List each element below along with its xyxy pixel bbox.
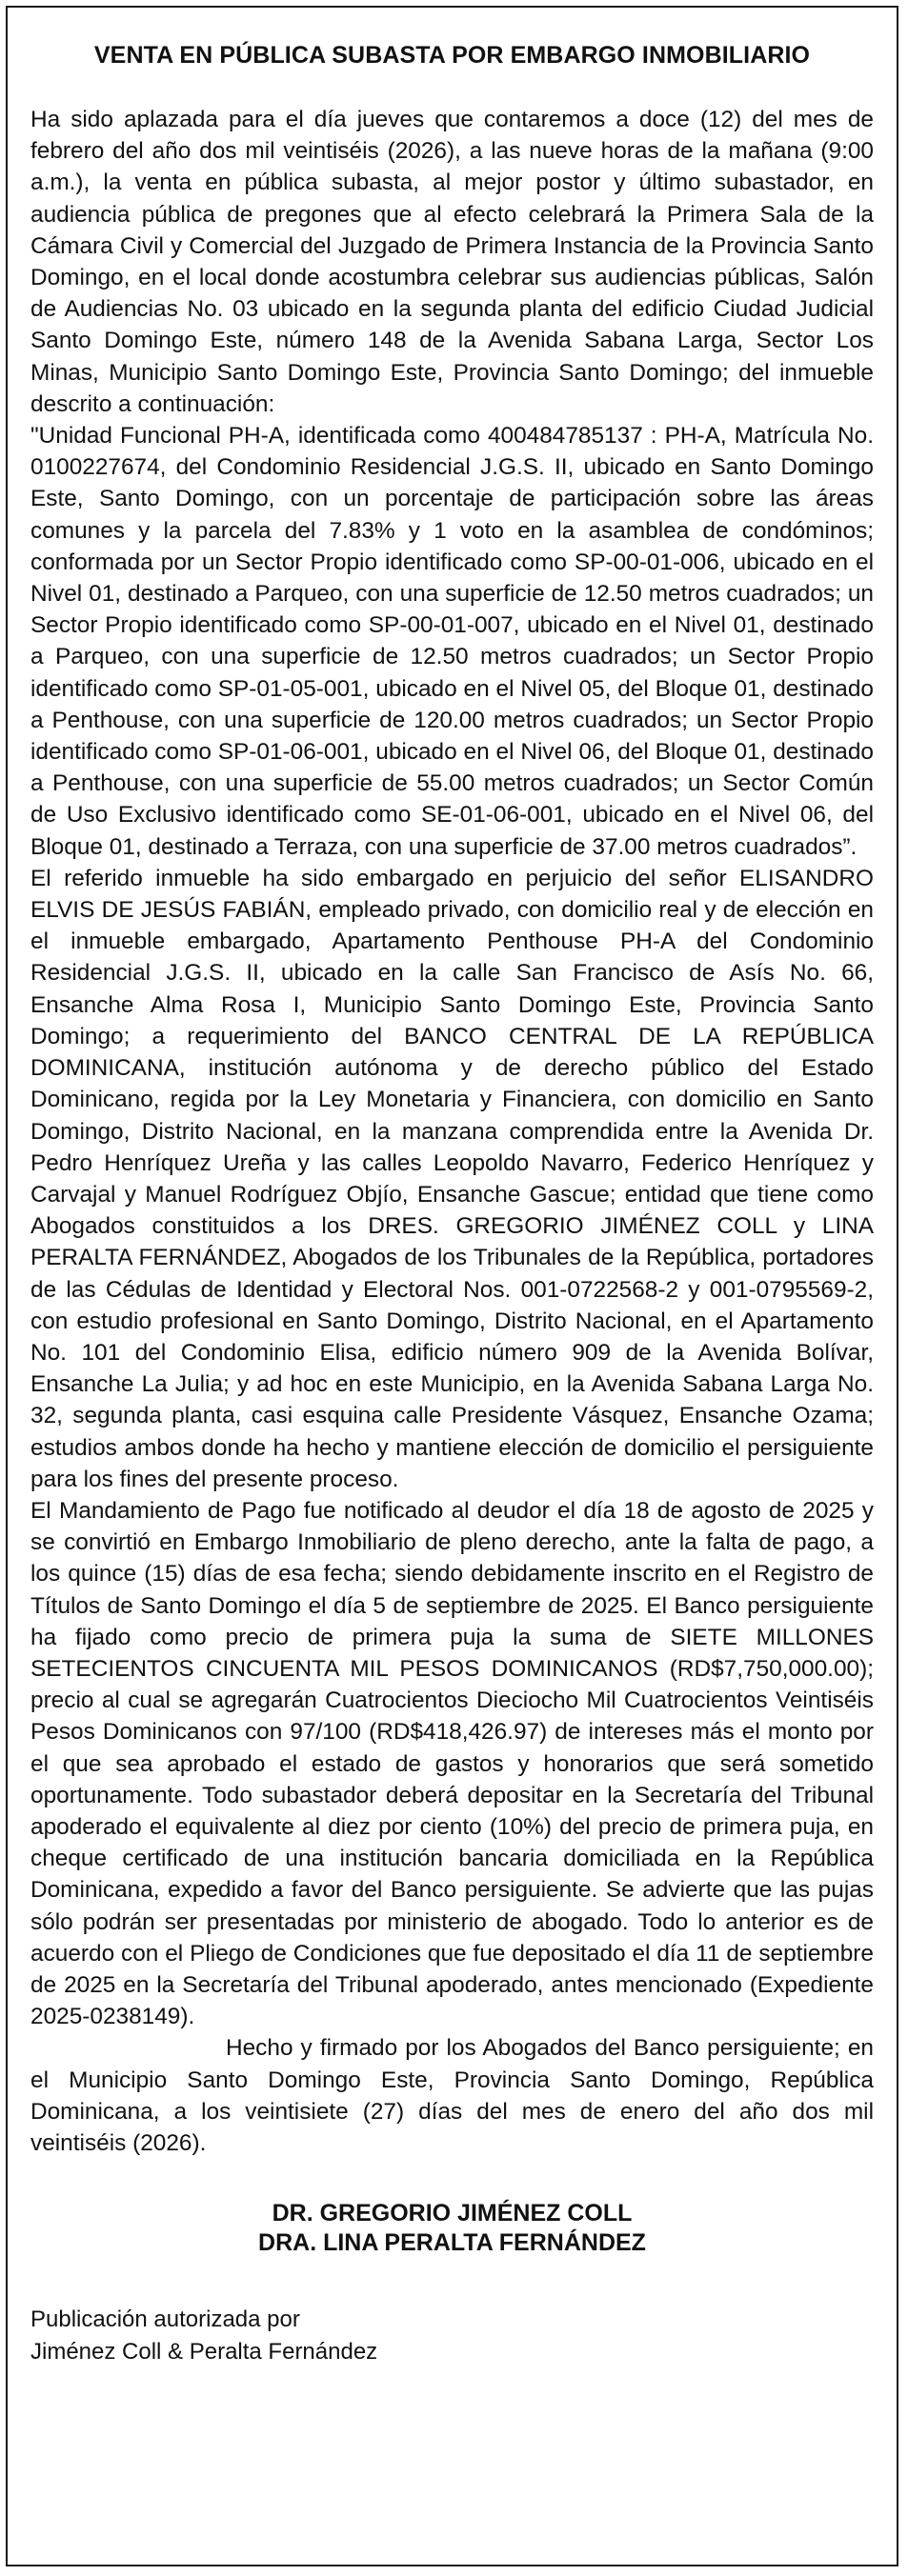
paragraph-auction-date: Ha sido aplazada para el día jueves que contaremos a doce (12) del mes de febrero del año dos mil veintiséis (2026), a las nueve horas de la mañana (9:00 a.m.), la venta en pública subasta, al mejor postor y último subastador, en audiencia pública de pregones que al efecto celebrará la Primera Sala de la Cámara Civil y Comercial del Juzgado de Primera Instancia de la Provincia Santo Domingo, en el local donde acostumbra celebrar sus audiencias públicas, Salón de Audiencias No. 03 ubicado en la segunda planta del edificio Ciudad Judicial Santo Domingo Este, número 148 de la Avenida Sabana Larga, Sector Los Minas, Municipio Santo Domingo Este, Provincia Santo Domingo; del inmueble descrito a continuación: (30, 107, 874, 417)
publication-line: Publicación autorizada por (30, 2306, 300, 2333)
paragraph-signing: Hecho y firmado por los Abogados del Banco persiguiente; en el Municipio Santo Domingo Este, Provincia Santo Domingo, República Dominicana, a los veintisiete (27) días del mes de enero del año dos mil veintiséis (2026). (30, 2035, 874, 2156)
signers-block (30, 2199, 874, 2258)
paragraph-parties: El referido inmueble ha sido embargado en perjuicio del señor ELISANDRO ELVIS DE JESÚS FABIÁN, empleado privado, con domicilio real y de elección en el inmueble embargado, Apartamento Penthouse PH-A del Condominio Residencial J.G.S. II, ubicado en la calle San Francisco de Asís No. 66, Ensanche Alma Rosa I, Municipio Santo Domingo Este, Provincia Santo Domingo; a requerimiento del BANCO CENTRAL DE LA REPÚBLICA DOMINICANA, institución autónoma y de derecho público del Estado Dominicano, regida por la Ley Monetaria y Financiera, con domicilio en Santo Domingo, Distrito Nacional, en la manzana comprendida entre la Avenida Dr. Pedro Henríquez Ureña y las calles Leopoldo Navarro, Federico Henríquez y Carvajal y Manuel Rodríguez Objío, Ensanche Gascue; entidad que tiene como Abogados constituidos a los DRES. GREGORIO JIMÉNEZ COLL y LINA PERALTA FERNÁNDEZ, Abogados de los Tribunales de la República, portadores de las Cédulas de Identidad y Electoral Nos. 001-0722568-2 y 001-0795569-2, con estudio profesional en Santo Domingo, Distrito Nacional, en el Apartamento No. 101 del Condominio Elisa, edificio número 909 de la Avenida Bolívar, Ensanche La Julia; y ad hoc en este Municipio, en la Avenida Sabana Larga No. 32, segunda planta, casi esquina calle Presidente Vásquez, Ensanche Ozama; estudios ambos donde ha hecho y mantiene elección de domicilio el persiguiente para los fines del presente proceso. (30, 865, 874, 1492)
signer-name: DR. GREGORIO JIMÉNEZ COLL (272, 2200, 633, 2227)
publication-line: Jiménez Coll & Peralta Fernández (30, 2339, 378, 2366)
paragraph-payment-terms: El Mandamiento de Pago fue notificado al deudor el día 18 de agosto de 2025 y se convirtió en Embargo Inmobiliario de pleno derecho, ante la falta de pago, a los quince (15) días de esa fecha; siendo debidamente inscrito en el Registro de Títulos de Santo Domingo el día 5 de septiembre de 2025. El Banco persiguiente ha fijado como precio de primera puja la suma de SIETE MILLONES SETECIENTOS CINCUENTA MIL PESOS DOMINICANOS (RD$7,750,000.00); precio al cual se agregarán Cuatrocientos Dieciocho Mil Cuatrocientos Veintiséis Pesos Dominicanos con 97/100 (RD$418,426.97) de intereses más el monto por el que sea aprobado el estado de gastos y honorarios que será sometido oportunamente. Todo subastador deberá depositar en la Secretaría del Tribunal apoderado el equivalente al diez por ciento (10%) del precio de primera puja, en cheque certificado de una institución bancaria domiciliada en la República Dominicana, expedido a favor del Banco persiguiente. Se advierte que las pujas sólo podrán ser presentadas por ministerio de abogado. Todo lo anterior es de acuerdo con el Pliego de Condiciones que fue depositado el día 11 de septiembre de 2025 en la Secretaría del Tribunal apoderado, antes mencionado (Expediente 2025-0238149). (30, 1497, 874, 2030)
paragraph-property-description: "Unidad Funcional PH-A, identificada como 400484785137 : PH-A, Matrícula No. 0100227674, del Condominio Residencial J.G.S. II, ubicado en Santo Domingo Este, Santo Domingo, con un porcentaje de participación sobre las áreas comunes y la parcela del 7.83% y 1 voto en la asamblea de condóminos; conformada por un Sector Propio identificado como SP-00-01-006, ubicado en el Nivel 01, destinado a Parqueo, con una superficie de 12.50 metros cuadrados; un Sector Propio identificado como SP-00-01-007, ubicado en el Nivel 01, destinado a Parqueo, con una superficie de 12.50 metros cuadrados; un Sector Propio identificado como SP-01-05-001, ubicado en el Nivel 05, del Bloque 01, destinado a Penthouse, con una superficie de 120.00 metros cuadrados; un Sector Propio identificado como SP-01-06-001, ubicado en el Nivel 06, del Bloque 01, destinado a Penthouse, con una superficie de 55.00 metros cuadrados; un Sector Común de Uso Exclusivo identificado como SE-01-06-001, ubicado en el Nivel 06, del Bloque 01, destinado a Terraza, con una superficie de 37.00 metros cuadrados”. (30, 423, 874, 860)
publication-credit (30, 2304, 874, 2368)
notice-title: VENTA EN PÚBLICA SUBASTA POR EMBARGO INMOBILIARIO (93, 42, 811, 69)
signer-name: DRA. LINA PERALTA FERNÁNDEZ (258, 2229, 646, 2257)
legal-notice (6, 6, 898, 2566)
